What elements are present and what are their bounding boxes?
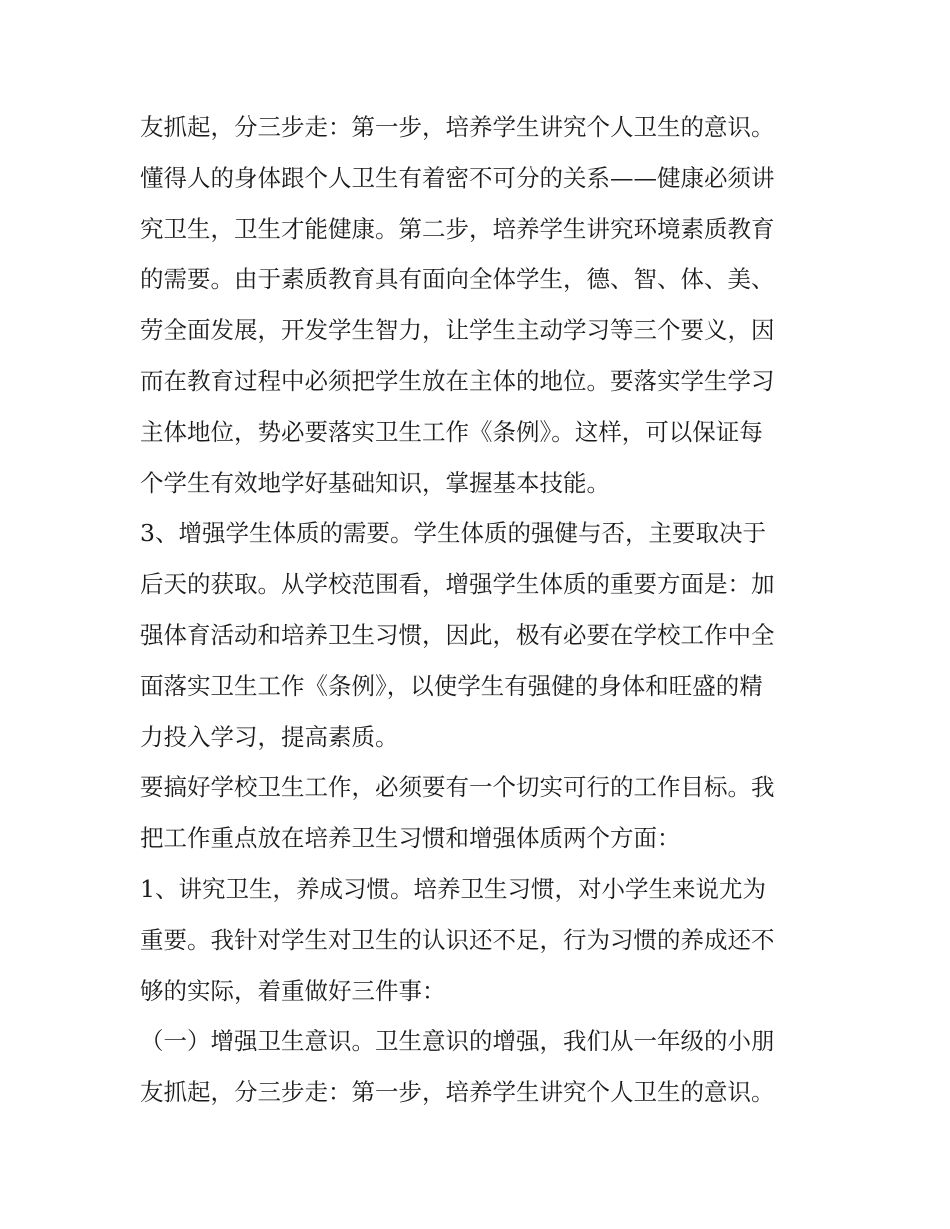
text-line: 友抓起，分三步走：第一步，培养学生讲究个人卫生的意识。 [140, 113, 775, 141]
text-line: 友抓起，分三步走：第一步，培养学生讲究个人卫生的意识。 [140, 1078, 775, 1107]
text-line: 个学生有效地学好基础知识，掌握基本技能。 [140, 468, 610, 497]
text-line: 力投入学习，提高素质。 [140, 722, 399, 751]
text-line: 劳全面发展，开发学生智力，让学生主动学习等三个要义，因 [140, 316, 775, 345]
text-line: 够的实际，着重做好三件事： [140, 976, 446, 1005]
text-line: 要搞好学校卫生工作，必须要有一个切实可行的工作目标。我 [140, 773, 775, 802]
text-line: 3、增强学生体质的需要。学生体质的强健与否，主要取决于 [140, 519, 766, 548]
text-line: 面落实卫生工作《条例》，以使学生有强健的身体和旺盛的精 [140, 671, 763, 700]
text-line: 后天的获取。从学校范围看，增强学生体质的重要方面是：加 [140, 570, 775, 599]
text-line: 1、讲究卫生，养成习惯。培养卫生习惯，对小学生来说尤为 [140, 874, 766, 903]
text-line: 究卫生，卫生才能健康。第二步，培养学生讲究环境素质教育 [140, 214, 775, 243]
text-line: 重要。我针对学生对卫生的认识还不足，行为习惯的养成还不 [140, 925, 775, 954]
text-line: 而在教育过程中必须把学生放在主体的地位。要落实学生学习 [140, 366, 775, 395]
text-line: 的需要。由于素质教育具有面向全体学生，德、智、体、美、 [140, 265, 775, 294]
text-line: 主体地位，势必要落实卫生工作《条例》。这样，可以保证每 [140, 417, 763, 446]
document-body [140, 102, 812, 1118]
text-line: 把工作重点放在培养卫生习惯和增强体质两个方面： [140, 824, 681, 853]
text-line: 强体育活动和培养卫生习惯，因此，极有必要在学校工作中全 [140, 620, 775, 649]
text-line: 懂得人的身体跟个人卫生有着密不可分的关系——健康必须讲 [140, 163, 775, 192]
text-line: （一）增强卫生意识。卫生意识的增强，我们从一年级的小朋 [140, 1027, 775, 1056]
